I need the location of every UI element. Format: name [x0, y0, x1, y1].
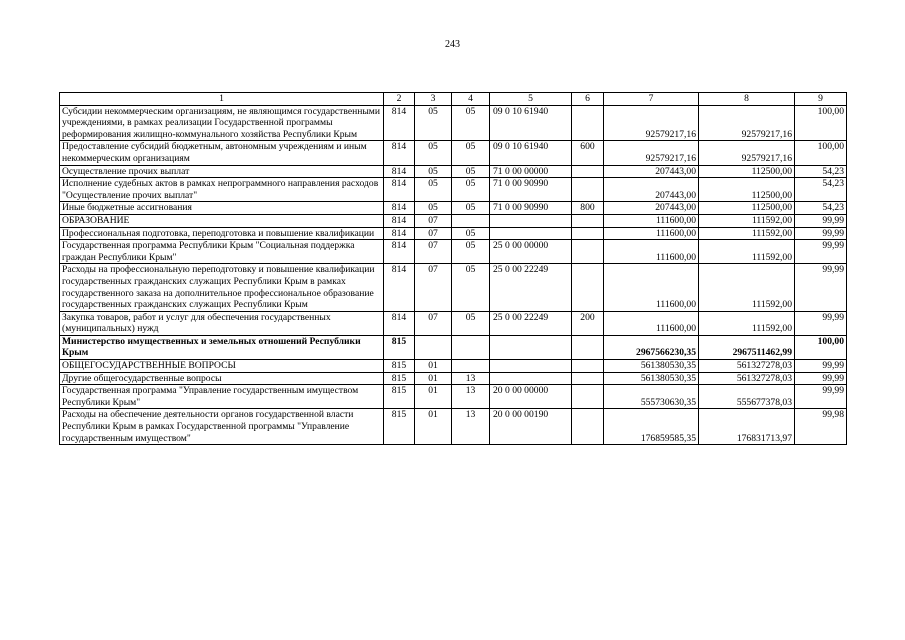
header-cell: 5	[490, 93, 572, 106]
actual-amount: 112500,00	[699, 178, 795, 202]
target-article-code	[490, 372, 572, 385]
section-code: 01	[415, 360, 452, 373]
actual-amount: 561327278,03	[699, 372, 795, 385]
row-name: Иные бюджетные ассигнования	[60, 202, 384, 215]
header-cell: 3	[415, 93, 452, 106]
actual-amount: 2967511462,99	[699, 335, 795, 359]
subsection-code: 05	[452, 141, 490, 165]
actual-amount: 111592,00	[699, 240, 795, 264]
target-article-code: 25 0 00 00000	[490, 240, 572, 264]
target-article-code	[490, 335, 572, 359]
planned-amount: 207443,00	[604, 178, 699, 202]
target-article-code	[490, 360, 572, 373]
section-code: 01	[415, 372, 452, 385]
grbs-code: 814	[384, 141, 415, 165]
subsection-code: 13	[452, 372, 490, 385]
actual-amount: 92579217,16	[699, 141, 795, 165]
planned-amount: 207443,00	[604, 202, 699, 215]
table-row	[60, 240, 847, 264]
planned-amount: 111600,00	[604, 264, 699, 311]
expense-type-code	[572, 409, 604, 445]
subsection-code	[452, 360, 490, 373]
row-name: Субсидии некоммерческим организациям, не являющимся государственными учреждениями, в рамках реализации Государственной программы реформирования жилищно-коммунального хозяйства Республики Крым	[60, 105, 384, 141]
section-code: 07	[415, 240, 452, 264]
row-name: Государственная программа "Управление государственным имуществом Республики Крым"	[60, 385, 384, 409]
target-article-code: 20 0 00 00190	[490, 409, 572, 445]
header-cell: 9	[795, 93, 847, 106]
execution-percent: 99,99	[795, 264, 847, 311]
expense-type-code	[572, 105, 604, 141]
subsection-code: 05	[452, 178, 490, 202]
expense-type-code	[572, 360, 604, 373]
target-article-code: 20 0 00 00000	[490, 385, 572, 409]
grbs-code: 815	[384, 385, 415, 409]
planned-amount: 555730630,35	[604, 385, 699, 409]
planned-amount: 111600,00	[604, 227, 699, 240]
target-article-code: 71 0 00 90990	[490, 202, 572, 215]
execution-percent: 100,00	[795, 335, 847, 359]
target-article-code: 09 0 10 61940	[490, 141, 572, 165]
table-row	[60, 202, 847, 215]
row-name: Другие общегосударственные вопросы	[60, 372, 384, 385]
grbs-code: 814	[384, 202, 415, 215]
section-code: 01	[415, 385, 452, 409]
table-row	[60, 214, 847, 227]
table-row	[60, 165, 847, 178]
actual-amount: 112500,00	[699, 165, 795, 178]
grbs-code: 815	[384, 372, 415, 385]
header-cell: 8	[699, 93, 795, 106]
expense-type-code	[572, 385, 604, 409]
grbs-code: 814	[384, 178, 415, 202]
section-code: 07	[415, 227, 452, 240]
actual-amount: 176831713,97	[699, 409, 795, 445]
row-name: Осуществление прочих выплат	[60, 165, 384, 178]
actual-amount: 112500,00	[699, 202, 795, 215]
row-name: ОБЩЕГОСУДАРСТВЕННЫЕ ВОПРОСЫ	[60, 360, 384, 373]
row-name: ОБРАЗОВАНИЕ	[60, 214, 384, 227]
execution-percent: 99,99	[795, 214, 847, 227]
planned-amount: 111600,00	[604, 240, 699, 264]
header-cell: 6	[572, 93, 604, 106]
table-row	[60, 178, 847, 202]
section-code: 07	[415, 214, 452, 227]
expense-type-code: 200	[572, 311, 604, 335]
target-article-code: 09 0 10 61940	[490, 105, 572, 141]
subsection-code: 05	[452, 240, 490, 264]
subsection-code: 05	[452, 165, 490, 178]
table-row	[60, 360, 847, 373]
execution-percent: 100,00	[795, 105, 847, 141]
actual-amount: 111592,00	[699, 311, 795, 335]
grbs-code: 814	[384, 227, 415, 240]
header-cell: 4	[452, 93, 490, 106]
expense-type-code	[572, 335, 604, 359]
header-cell: 7	[604, 93, 699, 106]
subsection-code: 05	[452, 264, 490, 311]
header-cell: 1	[60, 93, 384, 106]
budget-table	[59, 92, 847, 445]
grbs-code: 815	[384, 335, 415, 359]
execution-percent: 100,00	[795, 141, 847, 165]
target-article-code	[490, 227, 572, 240]
row-name: Закупка товаров, работ и услуг для обеспечения государственных (муниципальных) нужд	[60, 311, 384, 335]
planned-amount: 561380530,35	[604, 360, 699, 373]
execution-percent: 99,99	[795, 240, 847, 264]
actual-amount: 111592,00	[699, 227, 795, 240]
grbs-code: 814	[384, 165, 415, 178]
execution-percent: 99,99	[795, 311, 847, 335]
table-row	[60, 385, 847, 409]
actual-amount: 555677378,03	[699, 385, 795, 409]
planned-amount: 92579217,16	[604, 105, 699, 141]
row-name: Государственная программа Республики Крым "Социальная поддержка граждан Республики Крым"	[60, 240, 384, 264]
table-row	[60, 335, 847, 359]
row-name: Исполнение судебных актов в рамках непрограммного направления расходов "Осуществление прочих выплат"	[60, 178, 384, 202]
expense-type-code	[572, 165, 604, 178]
planned-amount: 561380530,35	[604, 372, 699, 385]
subsection-code	[452, 214, 490, 227]
row-name: Предоставление субсидий бюджетным, автономным учреждениям и иным некоммерческим организациям	[60, 141, 384, 165]
subsection-code	[452, 335, 490, 359]
grbs-code: 814	[384, 240, 415, 264]
expense-type-code: 600	[572, 141, 604, 165]
execution-percent: 99,98	[795, 409, 847, 445]
section-code: 01	[415, 409, 452, 445]
table-row	[60, 372, 847, 385]
actual-amount: 111592,00	[699, 264, 795, 311]
section-code: 05	[415, 141, 452, 165]
execution-percent: 54,23	[795, 165, 847, 178]
grbs-code: 814	[384, 105, 415, 141]
actual-amount: 111592,00	[699, 214, 795, 227]
expense-type-code	[572, 240, 604, 264]
expense-type-code	[572, 227, 604, 240]
grbs-code: 814	[384, 264, 415, 311]
subsection-code: 05	[452, 105, 490, 141]
planned-amount: 111600,00	[604, 214, 699, 227]
grbs-code: 814	[384, 311, 415, 335]
grbs-code: 815	[384, 360, 415, 373]
target-article-code: 71 0 00 90990	[490, 178, 572, 202]
expense-type-code	[572, 264, 604, 311]
expense-type-code	[572, 178, 604, 202]
table-row	[60, 311, 847, 335]
planned-amount: 207443,00	[604, 165, 699, 178]
row-name: Профессиональная подготовка, переподготовка и повышение квалификации	[60, 227, 384, 240]
expense-type-code	[572, 214, 604, 227]
row-name: Расходы на профессиональную переподготовку и повышение квалификации государственных гражданских служащих Республики Крым в рамках государственного заказа на дополнительное профессиональное образование государственных гражданских служащих Республики Крым	[60, 264, 384, 311]
subsection-code: 13	[452, 385, 490, 409]
table-row	[60, 141, 847, 165]
section-code	[415, 335, 452, 359]
actual-amount: 561327278,03	[699, 360, 795, 373]
execution-percent: 54,23	[795, 178, 847, 202]
section-code: 05	[415, 105, 452, 141]
subsection-code: 05	[452, 311, 490, 335]
expense-type-code: 800	[572, 202, 604, 215]
planned-amount: 111600,00	[604, 311, 699, 335]
execution-percent: 99,99	[795, 372, 847, 385]
header-cell: 2	[384, 93, 415, 106]
execution-percent: 99,99	[795, 227, 847, 240]
section-code: 05	[415, 202, 452, 215]
execution-percent: 99,99	[795, 360, 847, 373]
subsection-code: 05	[452, 202, 490, 215]
subsection-code: 05	[452, 227, 490, 240]
grbs-code: 815	[384, 409, 415, 445]
table-row	[60, 227, 847, 240]
target-article-code: 71 0 00 00000	[490, 165, 572, 178]
target-article-code	[490, 214, 572, 227]
section-code: 07	[415, 264, 452, 311]
execution-percent: 99,99	[795, 385, 847, 409]
table-row	[60, 264, 847, 311]
planned-amount: 92579217,16	[604, 141, 699, 165]
page-number: 243	[445, 39, 460, 50]
actual-amount: 92579217,16	[699, 105, 795, 141]
section-code: 05	[415, 178, 452, 202]
row-name: Расходы на обеспечение деятельности органов государственной власти Республики Крым в рамках Государственной программы "Управление государственным имуществом"	[60, 409, 384, 445]
planned-amount: 2967566230,35	[604, 335, 699, 359]
row-name: Министерство имущественных и земельных отношений Республики Крым	[60, 335, 384, 359]
table-row	[60, 105, 847, 141]
section-code: 05	[415, 165, 452, 178]
expense-type-code	[572, 372, 604, 385]
header-row	[60, 93, 847, 106]
execution-percent: 54,23	[795, 202, 847, 215]
target-article-code: 25 0 00 22249	[490, 264, 572, 311]
target-article-code: 25 0 00 22249	[490, 311, 572, 335]
section-code: 07	[415, 311, 452, 335]
grbs-code: 814	[384, 214, 415, 227]
table-row	[60, 409, 847, 445]
planned-amount: 176859585,35	[604, 409, 699, 445]
subsection-code: 13	[452, 409, 490, 445]
